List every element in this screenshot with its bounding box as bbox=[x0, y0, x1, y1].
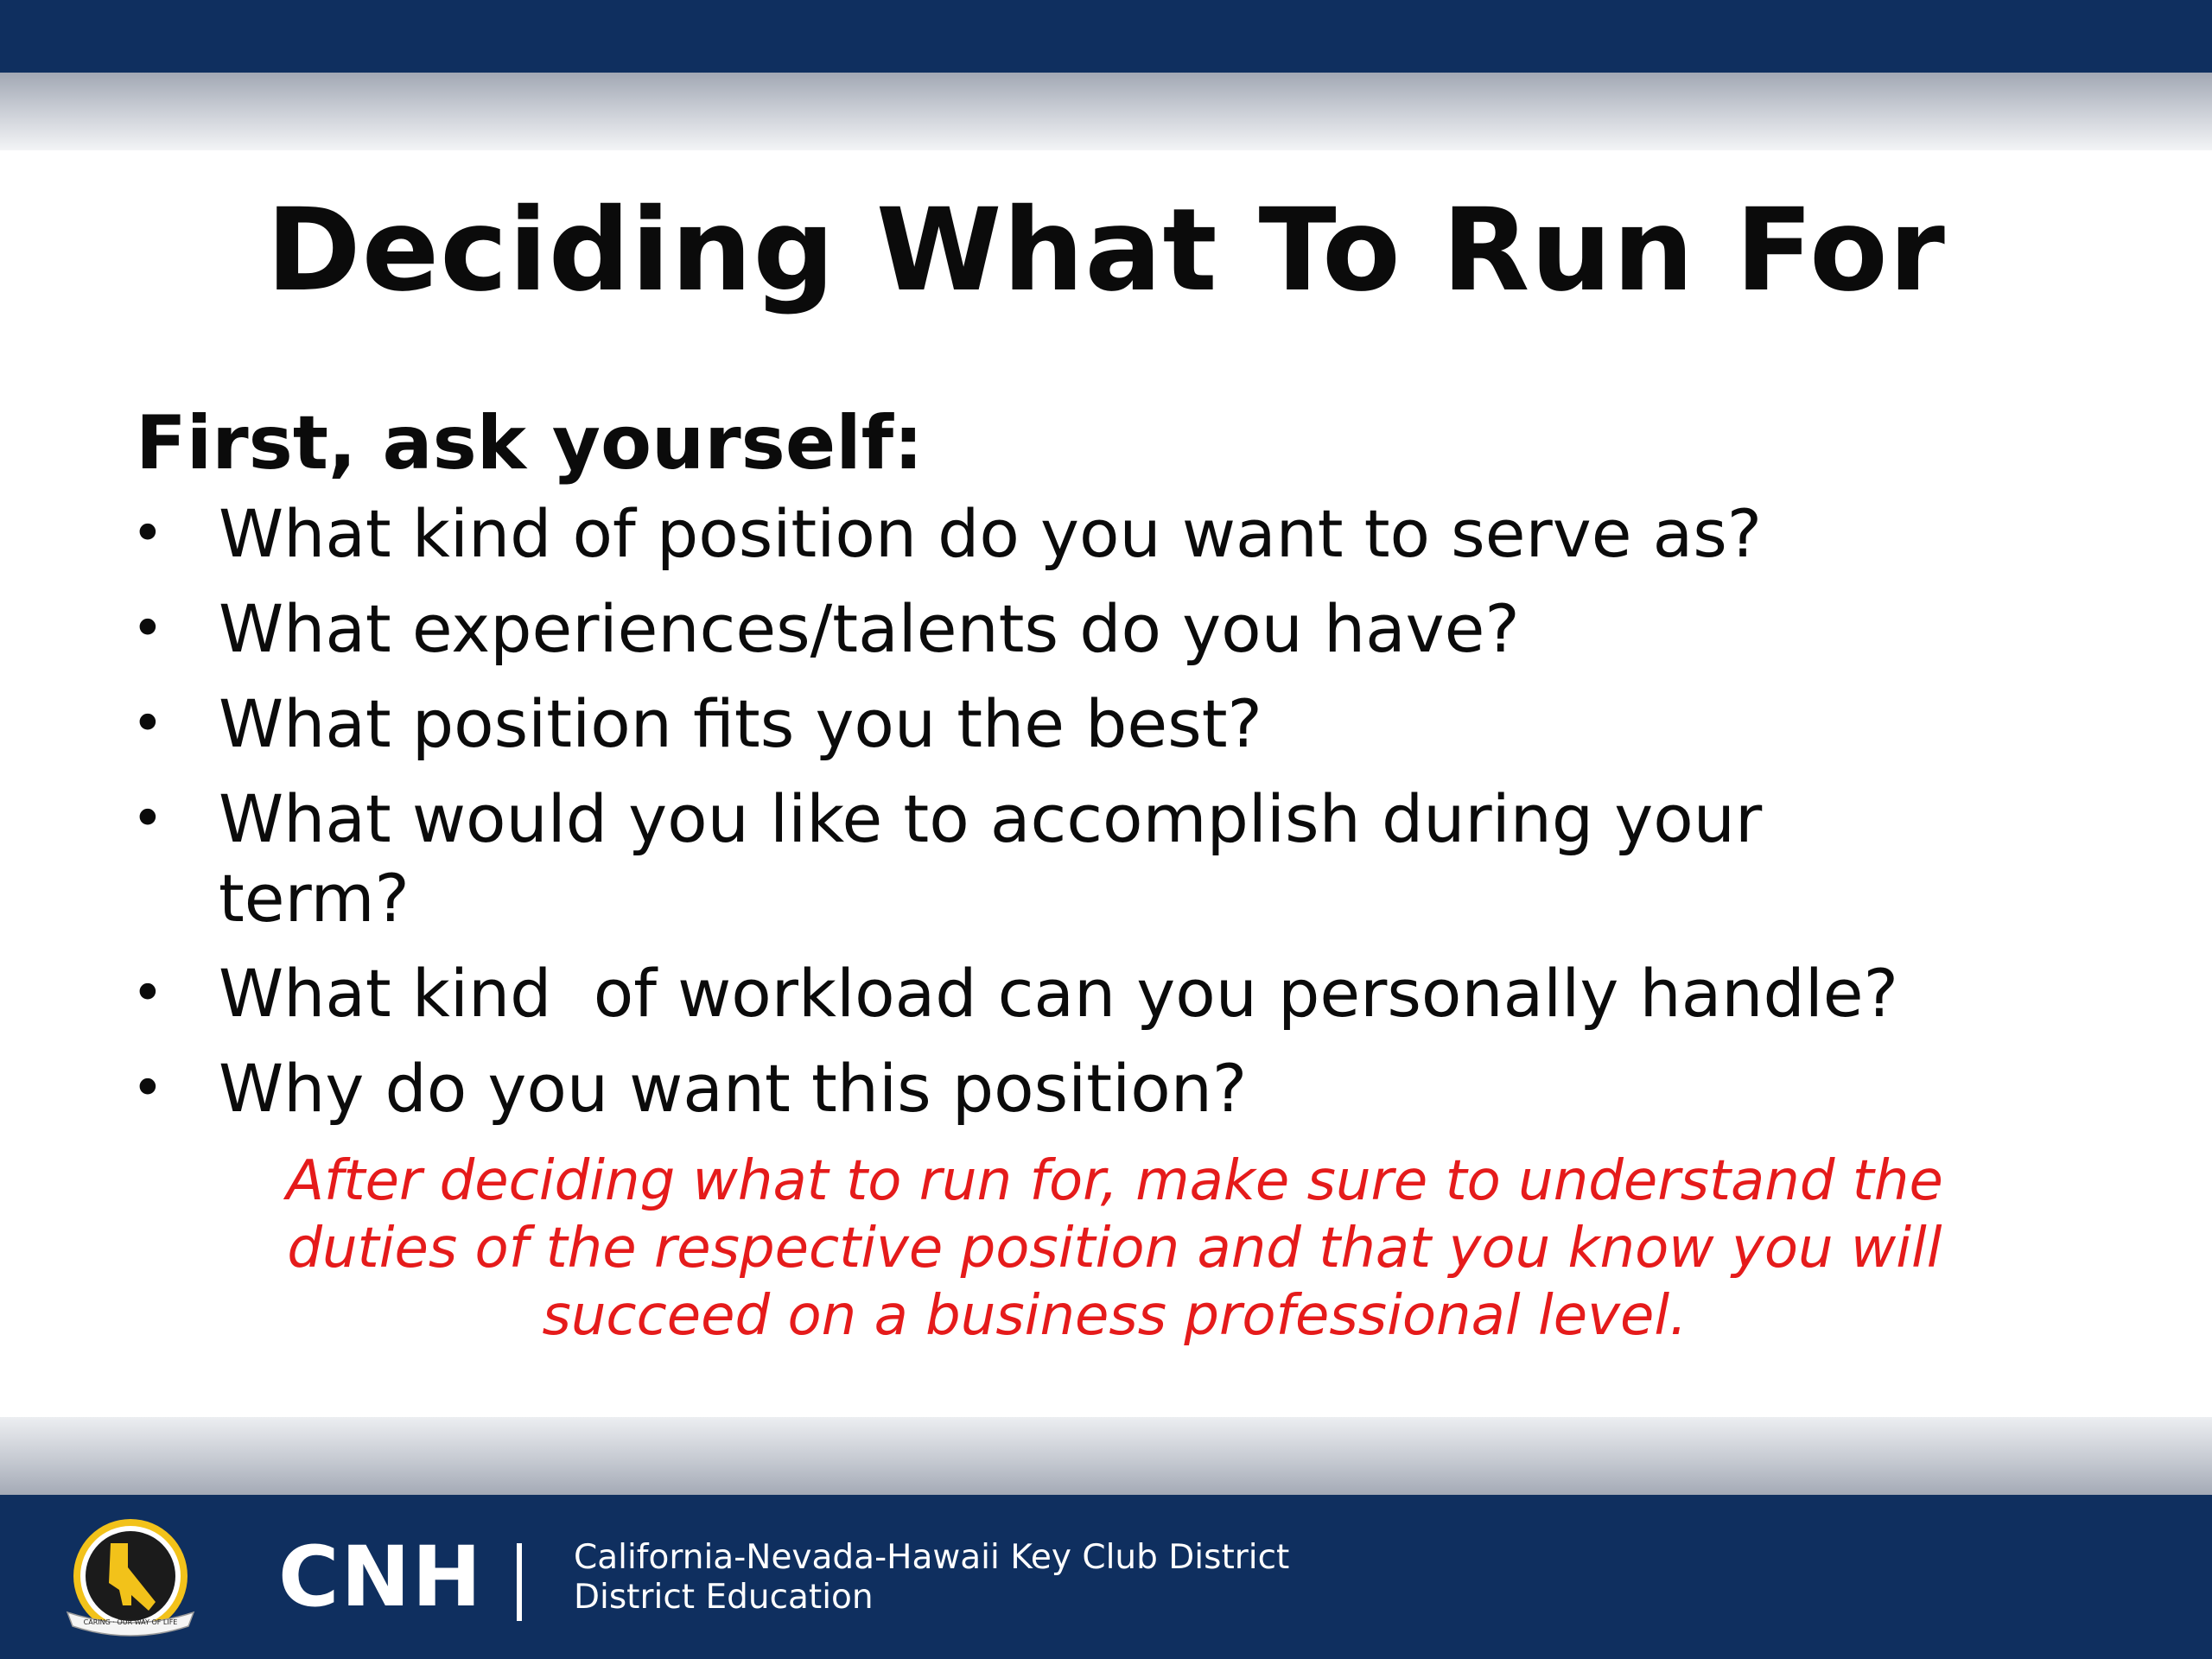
red-note: After deciding what to run for, make sure to understand the duties of the respective position and that you know you will succeed on a business professional level. bbox=[286, 1149, 1943, 1348]
slide-title: Deciding What To Run For bbox=[266, 184, 1946, 317]
top-banner bbox=[0, 0, 2212, 73]
top-gradient-band bbox=[0, 73, 2212, 150]
district-info bbox=[574, 1538, 1289, 1618]
list-item bbox=[130, 684, 2117, 764]
list-item bbox=[130, 779, 2117, 938]
list-item-text: Why do you want this position? bbox=[219, 1050, 1248, 1127]
bottom-gradient-band bbox=[0, 1417, 2212, 1495]
bullet-icon: • bbox=[131, 962, 164, 1026]
bullet-icon: • bbox=[131, 692, 164, 756]
list-item bbox=[130, 954, 2117, 1033]
bullet-icon: • bbox=[131, 597, 164, 661]
seal-ribbon-text: CARING · OUR WAY OF LIFE bbox=[83, 1618, 178, 1626]
key-club-seal-icon bbox=[59, 1516, 202, 1642]
list-item bbox=[130, 1049, 2117, 1128]
district-department: District Education bbox=[574, 1578, 874, 1617]
bullet-icon: • bbox=[131, 1057, 164, 1121]
bullet-icon: • bbox=[131, 502, 164, 566]
brand-name: CNH bbox=[278, 1529, 484, 1625]
list-item-text: What would you like to accomplish during your term? bbox=[219, 780, 1763, 937]
list-item bbox=[130, 589, 2117, 669]
list-item bbox=[130, 494, 2117, 574]
list-item-text: What kind of position do you want to serve as? bbox=[219, 495, 1763, 572]
question-list bbox=[130, 494, 2117, 1144]
list-item-text: What experiences/talents do you have? bbox=[219, 590, 1520, 667]
footer-divider bbox=[517, 1543, 522, 1621]
list-item-text: What kind of workload can you personally handle? bbox=[219, 955, 1898, 1032]
list-item-text: What position fits you the best? bbox=[219, 685, 1262, 762]
intro-heading: First, ask yourself: bbox=[136, 400, 924, 486]
district-name: California-Nevada-Hawaii Key Club District bbox=[574, 1538, 1290, 1577]
bullet-icon: • bbox=[131, 787, 164, 851]
